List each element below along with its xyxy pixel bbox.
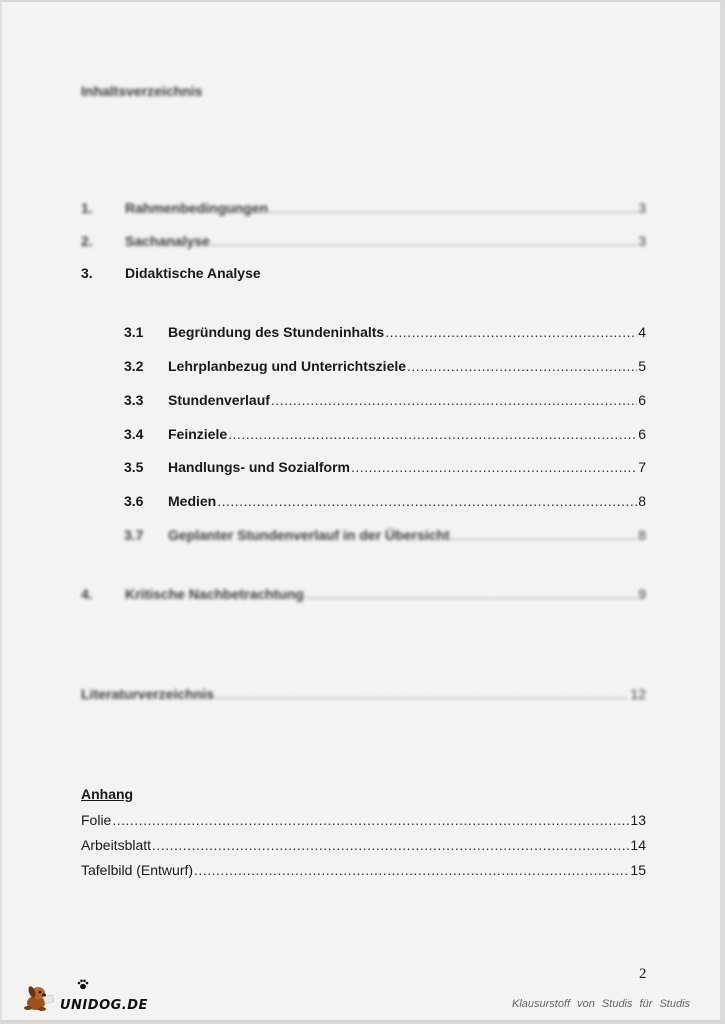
toc-entry-3[interactable] [81,265,646,281]
toc-page: 8 [638,527,646,543]
toc-number: 3. [81,265,93,281]
toc-entry-3-7[interactable] [124,527,646,543]
toc-number: 4. [81,586,93,602]
toc-page: 4 [638,324,646,340]
toc-label: Stundenverlauf [168,392,270,408]
toc-entry-literature[interactable] [81,686,646,702]
toc-number: 3.7 [124,527,144,543]
appendix-entry-arbeitsblatt[interactable] [81,837,646,853]
toc-label: Lehrplanbezug und Unterrichtsziele [168,358,407,374]
toc-page: 6 [638,392,646,408]
toc-page: 5 [638,358,646,374]
toc-label: Handlungs- und Sozialform [168,459,350,475]
toc-page: 13 [630,812,646,828]
toc-page: 14 [630,837,646,853]
toc-page: 3 [638,200,646,216]
leader-dots [385,324,637,340]
toc-entry-3-4[interactable] [124,426,646,442]
toc-label: Medien [168,493,217,509]
toc-label: Sachanalyse [125,233,210,249]
toc-label: Geplanter Stundenverlauf in der Übersicht [168,527,450,543]
toc-number: 3.3 [124,392,144,408]
toc-label: Begründung des Stundeninhalts [168,324,385,340]
toc-label: Folie [81,812,112,828]
toc-entry-3-1[interactable] [124,324,646,340]
toc-label: Kritische Nachbetrachtung [125,586,304,602]
leader-dots [228,426,637,442]
toc-page: 12 [630,686,646,702]
toc-number: 3.4 [124,426,144,442]
toc-number: 3.2 [124,358,144,374]
toc-entry-3-3[interactable] [124,392,646,408]
toc-entry-1[interactable] [81,200,646,216]
toc-label: Feinziele [168,426,228,442]
dog-mascot-icon [22,982,56,1017]
toc-label: Tafelbild (Entwurf) [81,862,194,878]
appendix-title: Anhang [81,786,134,802]
toc-entry-2[interactable] [81,233,646,249]
leader-dots [271,392,637,408]
logo-text: UNIDOG.DE [60,998,148,1013]
footer-tagline: Klausurstoff von Studis für Studis [512,998,691,1010]
leader-dots [407,358,637,374]
toc-number: 3.5 [124,459,144,475]
leader-dots [351,459,637,475]
toc-page: 3 [638,233,646,249]
toc-number: 2. [81,233,93,249]
unidog-logo[interactable] [22,982,148,1017]
leader-dots [194,862,629,878]
toc-page: 15 [630,862,646,878]
toc-page: 9 [638,586,646,602]
toc-page: 6 [638,426,646,442]
leader-dots [152,837,629,853]
leader-dots [217,493,637,509]
leader-dots [305,586,637,602]
toc-label: Didaktische Analyse [125,265,261,281]
leader-dots [269,200,637,216]
toc-label: Rahmenbedingungen [125,200,269,216]
toc-heading: Inhaltsverzeichnis [81,83,203,99]
toc-page: 8 [638,493,646,509]
paw-icon [77,979,89,993]
toc-label: Arbeitsblatt [81,837,152,853]
toc-number: 3.6 [124,493,144,509]
leader-dots [112,812,629,828]
toc-entry-4[interactable] [81,586,646,602]
toc-entry-3-6[interactable] [124,493,646,509]
toc-page: 7 [638,459,646,475]
leader-dots [211,233,637,249]
leader-dots [215,686,629,702]
toc-number: 3.1 [124,324,144,340]
appendix-entry-folie[interactable] [81,812,646,828]
appendix-entry-tafelbild[interactable] [81,862,646,878]
toc-entry-3-5[interactable] [124,459,646,475]
toc-label: Literaturverzeichnis [81,686,215,702]
toc-entry-3-2[interactable] [124,358,646,374]
leader-dots [451,527,638,543]
page-number: 2 [639,966,647,982]
toc-number: 1. [81,200,93,216]
